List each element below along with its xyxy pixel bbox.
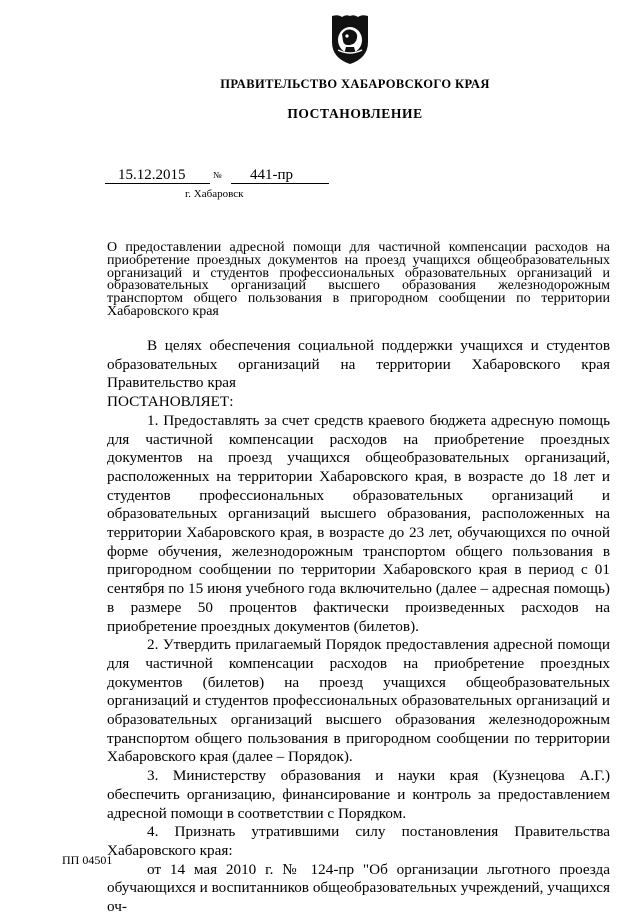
clause-4-item-1: от 14 мая 2010 г. № 124-пр "Об организации льготного проезда обучающихся и воспитанников общеобразовательных учреждений, учащихся оч- [107,860,610,916]
resolves-heading: ПОСТАНОВЛЯЕТ: [107,393,234,411]
document-subject [107,242,610,319]
clause-3: 3. Министерству образования и науки края (Кузнецова А.Г.) обеспечить организацию, финансирование и контроль за предоставлением адресной помощи в соответствии с Порядком. [107,767,610,822]
number-underline [231,183,329,184]
document-code: ПП 04501 [62,853,113,867]
clause-2: 2. Утвердить прилагаемый Порядок предоставления адресной помощи для частичной компенсации расходов на приобретение проездных документов (билетов) на проезд учащихся общеобразовательных организаций и студентов профессиональных образовательных организаций и образовательных организаций высшего образования железнодорожным транспортом общего пользования в пригородном сообщении по территории Хабаровского края (далее – Порядок). [107,636,610,766]
number-sign: № [213,170,222,180]
government-title: ПРАВИТЕЛЬСТВО ХАБАРОВСКОГО КРАЯ [220,77,490,91]
subject-text: О предоставлении адресной помощи для частичной компенсации расходов на приобретение проездных документов на проезд учащихся общеобразовательных организаций и студентов профессиональных образовательных организаций и образовательных организаций высшего образования железнодорожным транспортом общего пользования в пригородном сообщении по территории Хабаровского края [107,240,610,319]
document-number: 441-пр [250,167,294,183]
preamble-paragraph: В целях обеспечения социальной поддержки учащихся и студентов образовательных организаций на территории Хабаровского края Правительство края [107,337,610,392]
clause-1: 1. Предоставлять за счет средств краевого бюджета адресную помощь для частичной компенсации расходов на приобретение проездных документов на проезд учащихся общеобразовательных организаций, расположенных на территории Хабаровского края, в возрасте до 18 лет и студентов профессиональных образовательных организаций и образовательных организаций высшего образования, расположенных на территории Хабаровского края, в возрасте до 23 лет, обучающихся по очной форме обучения, железнодорожным транспортом общего пользования в пригородном сообщении по территории Хабаровского края в период с 01 сентября по 15 июня учебного года включительно (далее – адресная помощь) в размере 50 процентов фактически произведенных расходов на приобретение проездных документов (билетов). [107,411,610,635]
document-city: г. Хабаровск [185,188,244,200]
document-type: ПОСТАНОВЛЕНИЕ [287,106,423,121]
clause-4: 4. Признать утратившими силу постановления Правительства Хабаровского края: [107,823,610,859]
coat-of-arms-icon [328,14,372,66]
date-underline [105,183,210,184]
document-body [107,337,610,917]
document-date: 15.12.2015 [118,167,186,183]
